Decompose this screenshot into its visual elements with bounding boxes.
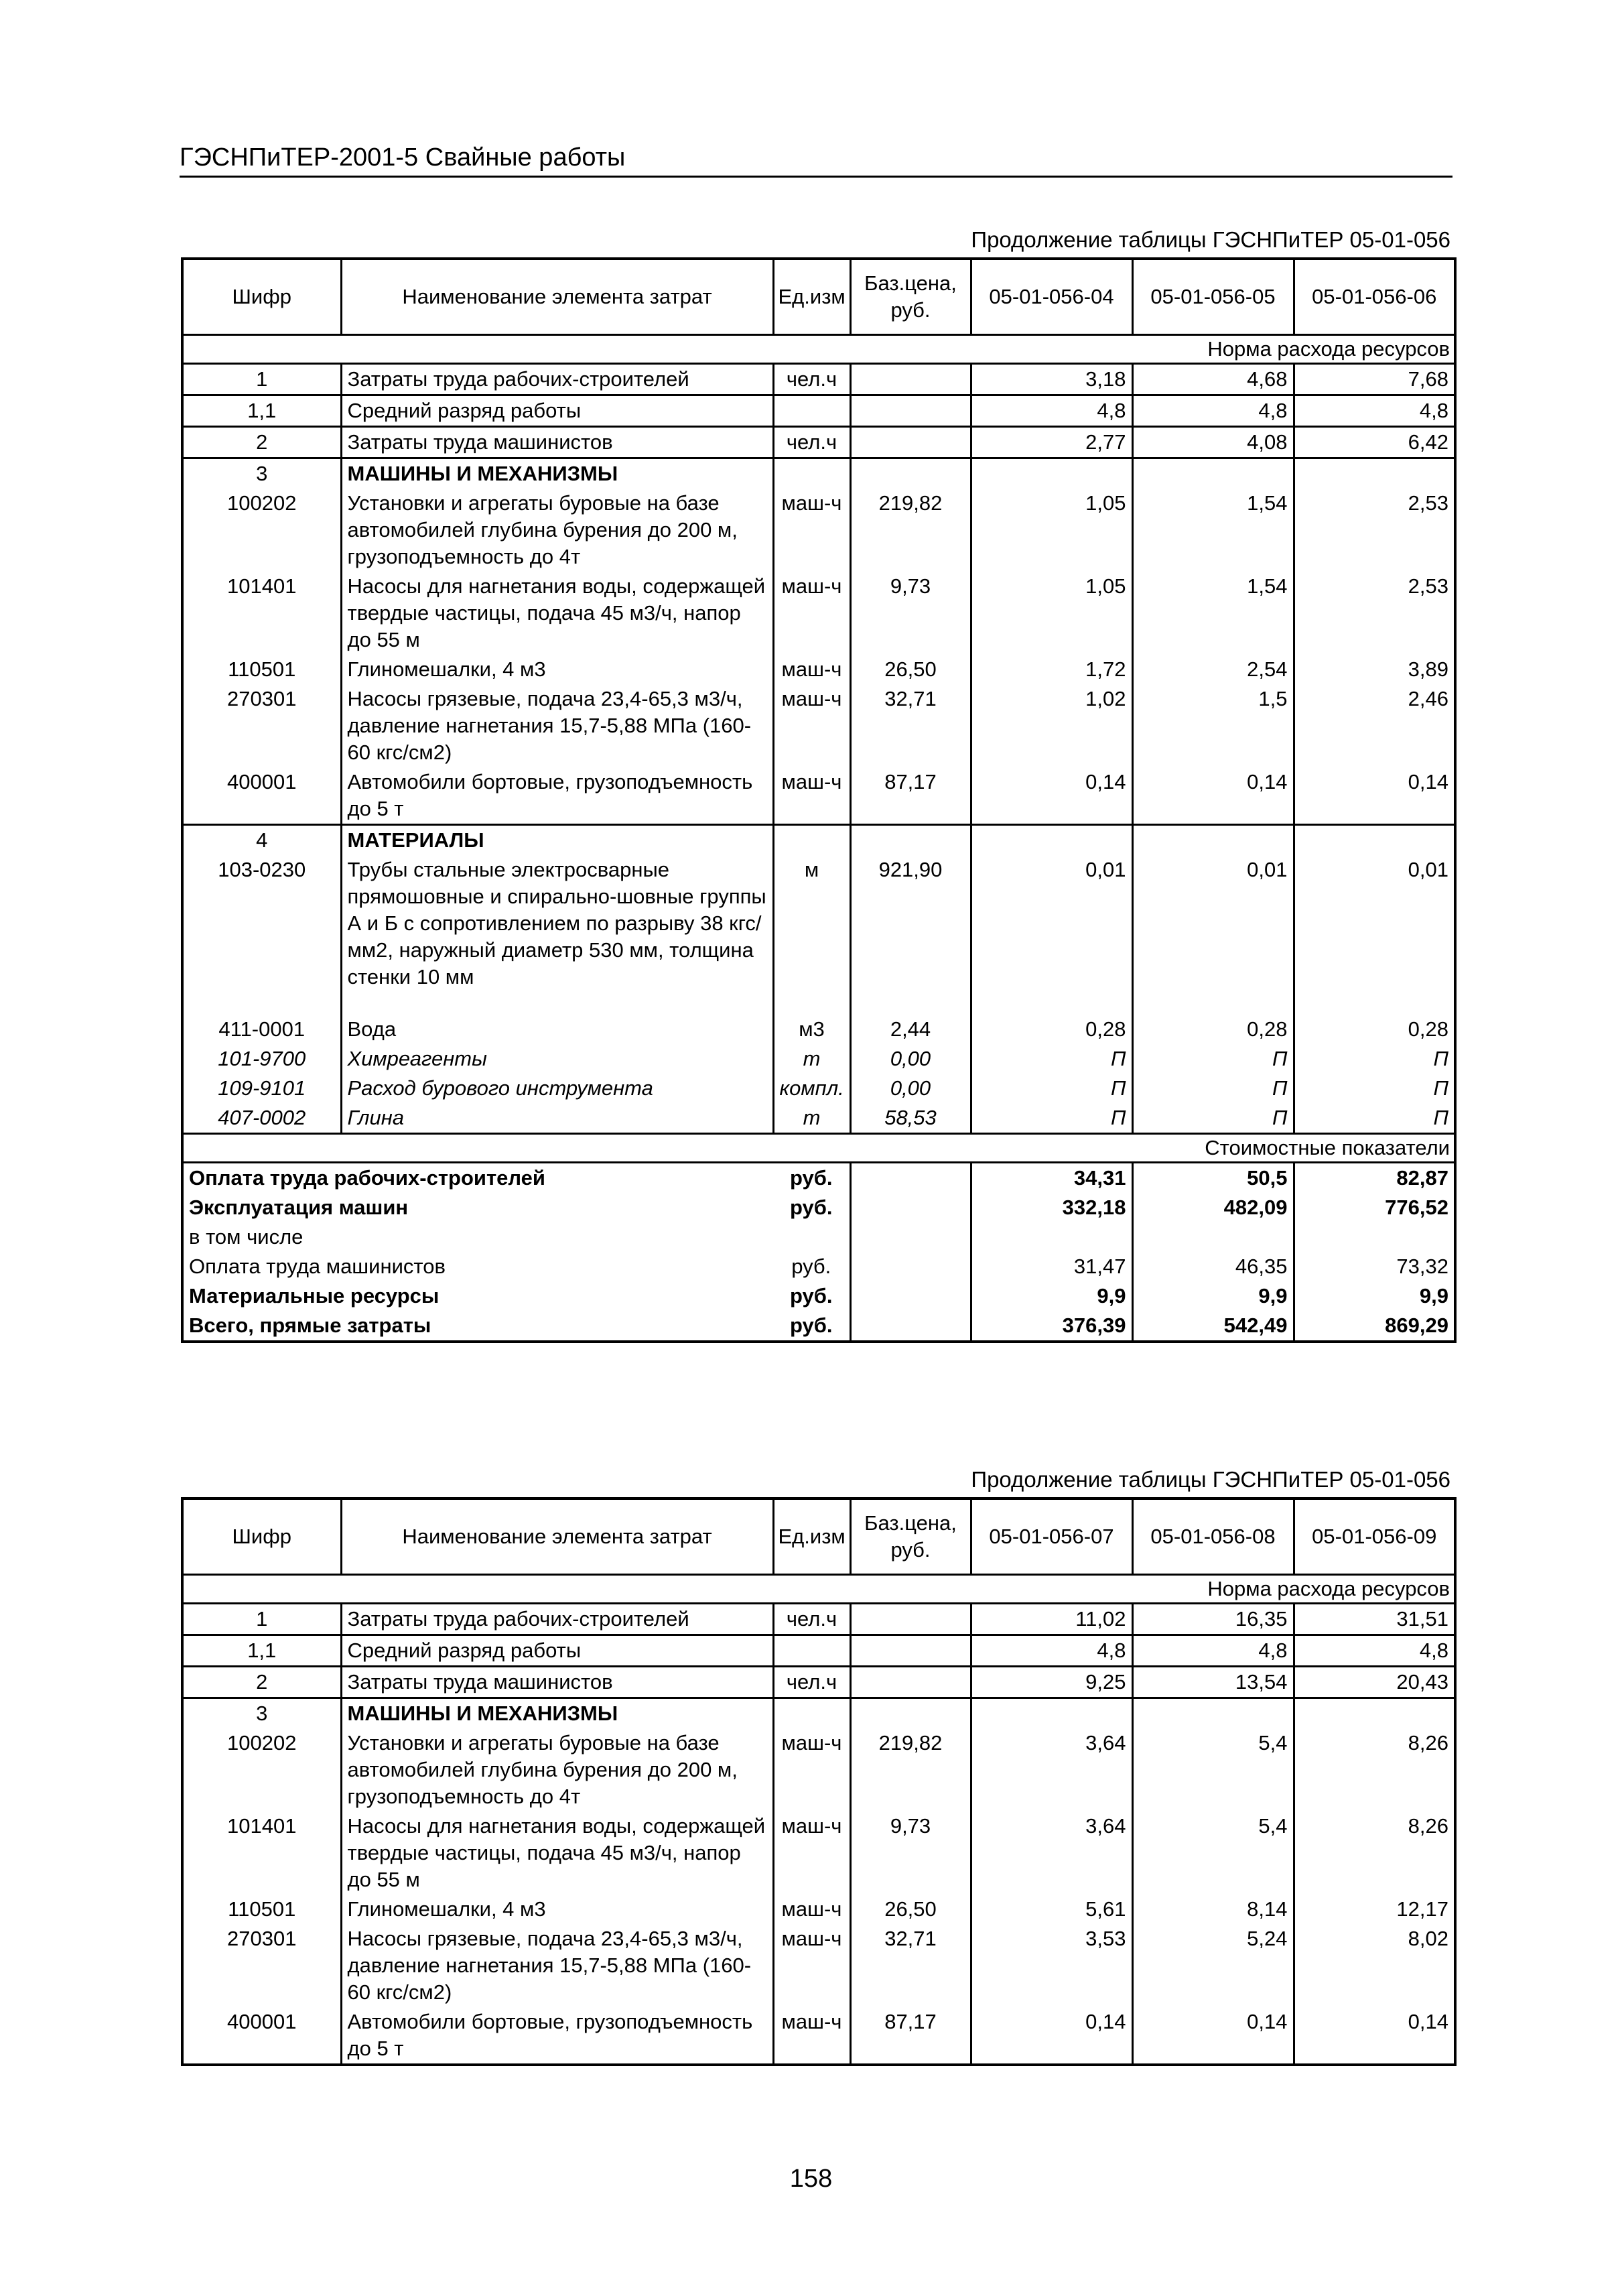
base-price: 87,17 [850,767,971,825]
summary-label: Эксплуатация машин [189,1196,409,1219]
base-price: 58,53 [850,1103,971,1134]
header-row [182,259,1455,335]
norm-value: 11,02 [971,1604,1132,1635]
norm-value: 0,14 [971,767,1132,825]
norm-value: 1,5 [1132,684,1294,767]
resource-code: 270301 [227,687,297,710]
resource-code: 2 [182,427,341,458]
summary-value: 31,47 [971,1252,1132,1281]
resource-code: 3 [182,458,341,489]
norm-value: 2,54 [1132,655,1294,684]
resource-code: 1,1 [182,1635,341,1667]
resource-unit: компл. [773,1074,850,1103]
table-row [182,1044,1455,1074]
norm-value: 13,54 [1132,1667,1294,1698]
table-row [182,825,1455,856]
resource-name: Затраты труда рабочих-строителей [341,1604,773,1635]
base-price [850,364,971,395]
resource-name: Установки и агрегаты буровые на базе автомобилей глубина бурения до 200 м, грузоподъемность до 4т [341,489,773,572]
base-price: 2,44 [850,1015,971,1044]
norm-value: 5,24 [1132,1924,1294,2007]
summary-label: в том числе [189,1225,303,1249]
norm-value: 4,08 [1132,427,1294,458]
resource-unit: чел.ч [773,364,850,395]
header-row [182,1498,1455,1575]
norm-value: 31,51 [1294,1604,1455,1635]
resource-name: Расход бурового инструмента [341,1074,773,1103]
resource-name: Автомобили бортовые, грузоподъемность до 5 т [341,767,773,825]
resource-unit: маш-ч [773,1924,850,2007]
norm-value: П [1433,1047,1448,1070]
resource-code: 101401 [227,574,297,598]
base-price: 9,73 [850,572,971,655]
summary-value: 482,09 [1132,1193,1294,1222]
table-row [182,1924,1455,2007]
summary-row [182,1163,1455,1194]
resource-unit: маш-ч [773,1811,850,1895]
resource-name: Насосы грязевые, подача 23,4-65,3 м3/ч, давление нагнетания 15,7-5,88 МПа (160-60 кгс/см2) [341,1924,773,2007]
resource-code: 3 [182,1698,341,1729]
norm-value: 7,68 [1294,364,1455,395]
resource-code: 400001 [227,770,297,793]
base-price: 219,82 [850,489,971,572]
norm-value: 3,18 [971,364,1132,395]
summary-label: Оплата труда рабочих-строителей [182,1163,773,1194]
table-row [182,1103,1455,1134]
base-price [850,427,971,458]
summary-label: Всего, прямые затраты [189,1314,431,1337]
column-header: 05-01-056-05 [1132,259,1294,335]
summary-value: 869,29 [1385,1314,1448,1337]
norm-value: 2,53 [1408,491,1448,515]
norm-value: 0,01 [1132,855,1294,992]
resource-code: 1 [182,364,341,395]
norm-value: 8,14 [1132,1895,1294,1924]
table-row [182,855,1455,992]
resource-code: 270301 [227,1927,297,1950]
norm-value: 5,4 [1132,1811,1294,1895]
resource-unit: маш-ч [773,2007,850,2065]
table-row [182,1698,1455,1729]
resource-unit: м3 [773,1015,850,1044]
resource-table [181,1497,1457,2066]
norm-value: 1,72 [971,655,1132,684]
resource-name: Насосы для нагнетания воды, содержащей твердые частицы, подача 45 м3/ч, напор до 55 м [341,572,773,655]
table-row [182,767,1455,825]
column-header: 05-01-056-04 [971,259,1132,335]
norm-value: 4,8 [971,395,1132,427]
norm-value [1132,825,1294,856]
table-row [182,489,1455,572]
table-row [182,364,1455,395]
base-price: 921,90 [850,855,971,992]
norm-value: П [971,1103,1132,1134]
summary-unit: руб. [773,1193,850,1222]
norm-value [971,1698,1132,1729]
column-header: Шифр [182,1498,341,1575]
norm-value: 5,4 [1132,1728,1294,1811]
resource-unit [773,395,850,427]
base-price [850,1635,971,1667]
norm-value: 2,77 [971,427,1132,458]
table-row [182,1811,1455,1895]
resource-name: Автомобили бортовые, грузоподъемность до 5 т [341,2007,773,2065]
norm-value: П [971,1074,1132,1103]
resource-name: Химреагенты [341,1044,773,1074]
resource-code: 400001 [227,2010,297,2033]
norm-value [1294,825,1455,856]
resource-code: 101401 [227,1814,297,1838]
norm-label: Норма расхода ресурсов [182,1575,1455,1604]
resource-code: 1,1 [182,395,341,427]
resource-code: 4 [182,825,341,856]
summary-value: 376,39 [971,1311,1132,1342]
norm-value: П [1433,1076,1448,1100]
norm-value: 0,14 [1132,767,1294,825]
column-header: Наименование элемента затрат [341,259,773,335]
resource-name: Трубы стальные электросварные прямошовные и спирально-шовные группы А и Б с сопротивлением по разрыву 38 кгс/мм2, наружный диаметр 530 мм, толщина стенки 10 мм [341,855,773,992]
resource-unit: маш-ч [773,1895,850,1924]
norm-value [971,825,1132,856]
table-caption: Продолжение таблицы ГЭСНПиТЕР 05-01-056 [971,227,1450,252]
norm-value: 9,25 [971,1667,1132,1698]
column-header: Ед.изм [773,259,850,335]
base-price [850,1667,971,1698]
summary-value: 9,9 [1419,1284,1448,1308]
summary-label: Материальные ресурсы [189,1284,440,1308]
column-header: 05-01-056-09 [1294,1498,1455,1575]
norm-value: 8,26 [1408,1814,1448,1838]
summary-row [182,1222,1455,1252]
table-row [182,655,1455,684]
summary-unit: руб. [773,1281,850,1311]
norm-row [182,335,1455,364]
norm-value: 4,8 [1132,395,1294,427]
norm-value: 20,43 [1294,1667,1455,1698]
base-price: 87,17 [850,2007,971,2065]
norm-label: Норма расхода ресурсов [182,335,1455,364]
base-price [850,395,971,427]
column-header: 05-01-056-06 [1294,259,1455,335]
table-row [182,395,1455,427]
resource-code: 411-0001 [218,1017,306,1041]
summary-value [971,1222,1132,1252]
resource-unit: маш-ч [773,767,850,825]
resource-unit: маш-ч [773,684,850,767]
resource-name: Установки и агрегаты буровые на базе автомобилей глубина бурения до 200 м, грузоподъемность до 4т [341,1728,773,1811]
resource-code: 1 [182,1604,341,1635]
norm-value: 5,61 [971,1895,1132,1924]
table-row [182,458,1455,489]
resource-unit: маш-ч [773,572,850,655]
summary-unit: руб. [773,1163,850,1194]
norm-value: П [1132,1044,1294,1074]
norm-value: 8,02 [1408,1927,1448,1950]
table-row [182,1895,1455,1924]
norm-value [1294,1698,1455,1729]
base-price: 26,50 [850,655,971,684]
summary-value: 9,9 [1132,1281,1294,1311]
table-row [182,427,1455,458]
resource-name: Средний разряд работы [341,1635,773,1667]
norm-value: 0,14 [971,2007,1132,2065]
norm-value: П [1132,1103,1294,1134]
page-number: 158 [789,2165,833,2193]
norm-value: 1,54 [1132,572,1294,655]
resource-code: 103-0230 [218,858,306,881]
summary-value: 46,35 [1132,1252,1294,1281]
norm-value: 1,05 [971,489,1132,572]
resource-name: Глиномешалки, 4 м3 [341,655,773,684]
column-header: Ед.изм [773,1498,850,1575]
summary-value: 82,87 [1294,1163,1455,1194]
resource-unit: маш-ч [773,489,850,572]
column-header: Баз.цена, руб. [850,259,971,335]
resource-name: Глина [341,1103,773,1134]
summary-row [182,1193,1455,1222]
resource-name: Средний разряд работы [341,395,773,427]
resource-unit: м [773,855,850,992]
resource-unit: чел.ч [773,427,850,458]
resource-name: Затраты труда машинистов [341,427,773,458]
table-row [182,572,1455,655]
resource-name: Затраты труда машинистов [341,1667,773,1698]
norm-value: 3,64 [971,1728,1132,1811]
column-header: 05-01-056-08 [1132,1498,1294,1575]
table-row [182,1635,1455,1667]
norm-value [1132,458,1294,489]
base-price: 32,71 [850,1924,971,2007]
summary-unit: руб. [773,1252,850,1281]
table-row [182,1604,1455,1635]
norm-value [1294,458,1455,489]
norm-value [971,458,1132,489]
norm-value: 4,8 [971,1635,1132,1667]
norm-value: 16,35 [1132,1604,1294,1635]
norm-value: 0,28 [1408,1017,1448,1041]
base-price: 219,82 [850,1728,971,1811]
norm-value: 3,89 [1408,657,1448,681]
resource-unit: т [773,1103,850,1134]
norm-value: 1,02 [971,684,1132,767]
norm-value: 3,53 [971,1924,1132,2007]
base-price: 26,50 [850,1895,971,1924]
base-price [850,458,971,489]
resource-table [181,257,1457,1343]
norm-row [182,1575,1455,1604]
norm-value: 2,46 [1408,687,1448,710]
summary-value [1132,1222,1294,1252]
summary-value: 542,49 [1132,1311,1294,1342]
summary-row [182,1252,1455,1281]
cost-label: Стоимостные показатели [182,1134,1455,1163]
norm-value: 0,14 [1408,2010,1448,2033]
norm-value: 0,28 [971,1015,1132,1044]
column-header: Баз.цена, руб. [850,1498,971,1575]
norm-value: 2,53 [1408,574,1448,598]
summary-value: 34,31 [971,1163,1132,1194]
resource-name: МАТЕРИАЛЫ [341,825,773,856]
norm-value: 6,42 [1294,427,1455,458]
resource-unit: т [773,1044,850,1074]
base-price [850,1698,971,1729]
table-row [182,2007,1455,2065]
norm-value: 0,28 [1132,1015,1294,1044]
norm-value: П [1433,1106,1448,1129]
resource-unit [773,825,850,856]
norm-value: 4,8 [1294,395,1455,427]
summary-unit: руб. [773,1311,850,1342]
summary-value [1294,1222,1455,1252]
summary-value: 50,5 [1132,1163,1294,1194]
base-price [850,825,971,856]
norm-value: П [971,1044,1132,1074]
summary-value: 73,32 [1396,1255,1448,1278]
norm-value: 0,14 [1408,770,1448,793]
norm-value: 1,54 [1132,489,1294,572]
resource-code: 110501 [228,657,296,681]
resource-name: Затраты труда рабочих-строителей [341,364,773,395]
table-row [182,1728,1455,1811]
norm-value: 12,17 [1396,1897,1448,1921]
table-row [182,684,1455,767]
table-caption: Продолжение таблицы ГЭСНПиТЕР 05-01-056 [971,1467,1450,1492]
base-price: 9,73 [850,1811,971,1895]
summary-value: 9,9 [971,1281,1132,1311]
norm-value: П [1132,1074,1294,1103]
spacer-row [182,992,1455,1015]
norm-value: 0,14 [1132,2007,1294,2065]
resource-name: Насосы грязевые, подача 23,4-65,3 м3/ч, давление нагнетания 15,7-5,88 МПа (160-60 кгс/см2) [341,684,773,767]
norm-value: 0,01 [1408,858,1448,881]
resource-name: Вода [341,1015,773,1044]
resource-code: 101-9700 [218,1047,306,1070]
table-row [182,1074,1455,1103]
norm-value: 4,8 [1132,1635,1294,1667]
resource-name: МАШИНЫ И МЕХАНИЗМЫ [341,1698,773,1729]
norm-value: 0,01 [971,855,1132,992]
summary-value: 776,52 [1385,1196,1448,1219]
base-price: 32,71 [850,684,971,767]
resource-unit: чел.ч [773,1667,850,1698]
resource-name: Насосы для нагнетания воды, содержащей твердые частицы, подача 45 м3/ч, напор до 55 м [341,1811,773,1895]
norm-value: 4,68 [1132,364,1294,395]
column-header: 05-01-056-07 [971,1498,1132,1575]
table-row [182,1667,1455,1698]
base-price: 0,00 [850,1074,971,1103]
summary-unit [773,1222,850,1252]
resource-unit: маш-ч [773,1728,850,1811]
resource-code: 407-0002 [218,1106,306,1129]
resource-code: 100202 [227,491,297,515]
resource-unit: чел.ч [773,1604,850,1635]
resource-unit [773,1698,850,1729]
resource-code: 109-9101 [218,1076,306,1100]
norm-value [1132,1698,1294,1729]
norm-value: 8,26 [1408,1731,1448,1755]
column-header: Шифр [182,259,341,335]
resource-code: 100202 [227,1731,297,1755]
summary-row [182,1311,1455,1342]
table-row [182,1015,1455,1044]
cost-label-row [182,1134,1455,1163]
summary-row [182,1281,1455,1311]
resource-unit [773,458,850,489]
summary-value: 332,18 [971,1193,1132,1222]
resource-unit [773,1635,850,1667]
summary-label: Оплата труда машинистов [189,1255,446,1278]
norm-value: 3,64 [971,1811,1132,1895]
resource-code: 2 [182,1667,341,1698]
column-header: Наименование элемента затрат [341,1498,773,1575]
resource-unit: маш-ч [773,655,850,684]
resource-code: 110501 [228,1897,296,1921]
resource-name: МАШИНЫ И МЕХАНИЗМЫ [341,458,773,489]
norm-value: 4,8 [1294,1635,1455,1667]
base-price: 0,00 [850,1044,971,1074]
norm-value: 1,05 [971,572,1132,655]
base-price [850,1604,971,1635]
page-header: ГЭСНПиТЕР-2001-5 Свайные работы [180,142,1452,178]
resource-name: Глиномешалки, 4 м3 [341,1895,773,1924]
